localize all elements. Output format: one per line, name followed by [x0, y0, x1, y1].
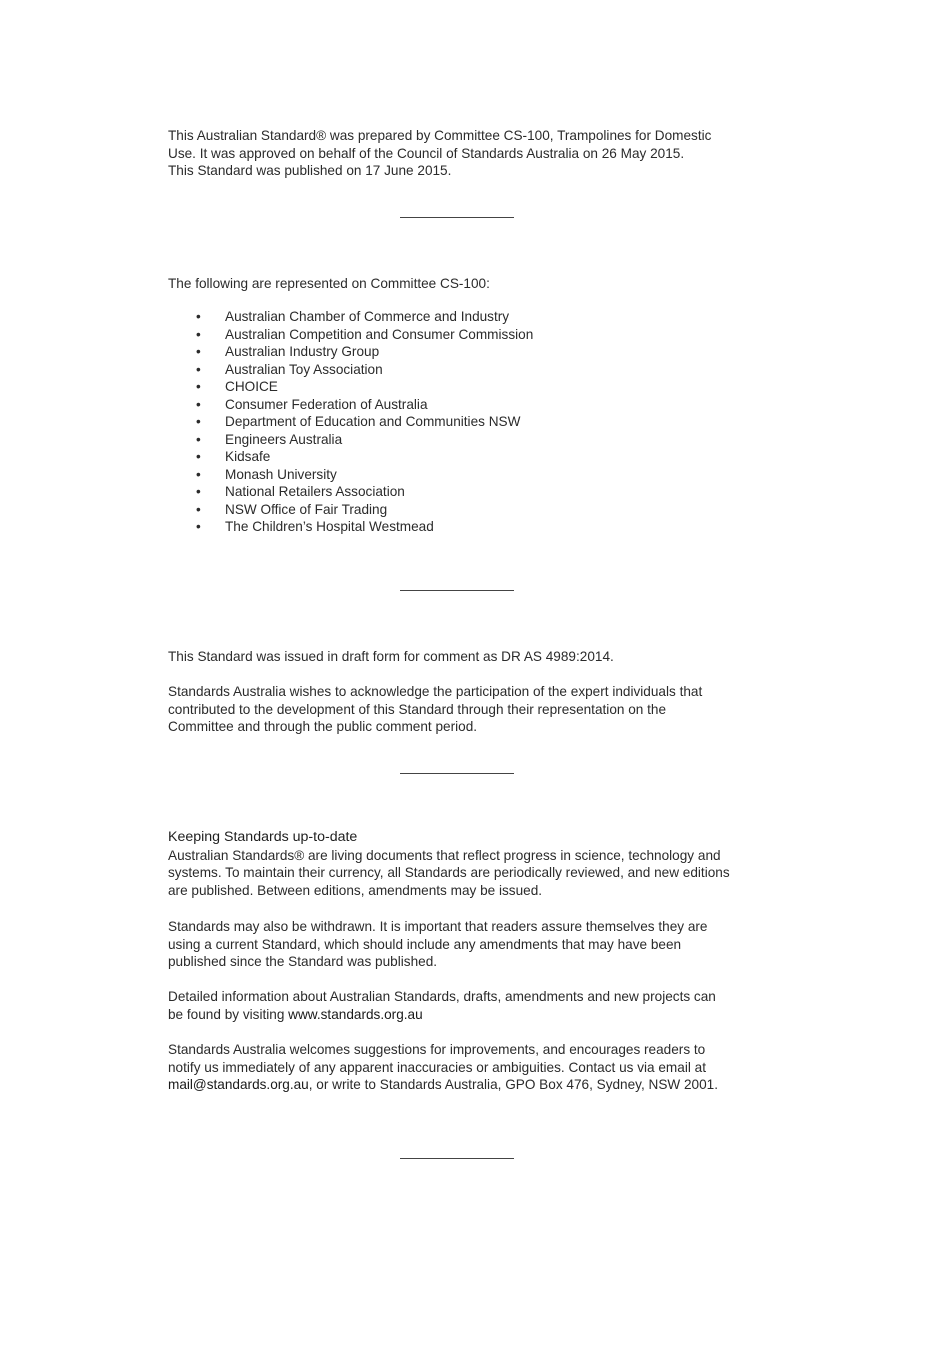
bullet-icon: •: [196, 484, 201, 499]
withdrawn-paragraph: [168, 918, 758, 971]
list-item: • Australian Competition and Consumer Commission: [196, 326, 534, 342]
list-item: • The Children’s Hospital Westmead: [196, 519, 434, 534]
up-to-date-section: [168, 829, 758, 899]
ack-line-2: contributed to the development of this Standard through their representation on the: [168, 701, 667, 717]
p2-line-3: published since the Standard was published.: [168, 954, 438, 969]
list-item: • Department of Education and Communities NSW: [196, 414, 521, 429]
bullet-icon: •: [196, 431, 201, 447]
p1-line-1: Australian Standards® are living documents that reflect progress in science, technology and: [168, 847, 721, 863]
bullet-icon: •: [196, 361, 201, 377]
draft-issued-text: This Standard was issued in draft form for comment as DR AS 4989:2014.: [168, 649, 614, 664]
p3-line-2: be found by visiting www.standards.org.au: [168, 1006, 423, 1022]
prepared-line-1: This Australian Standard® was prepared by Committee CS-100, Trampolines for Domestic: [168, 128, 712, 143]
prepared-line-3: This Standard was published on 17 June 2015.: [168, 163, 452, 178]
bullet-icon: •: [196, 519, 201, 534]
list-item: • Australian Chamber of Commerce and Industry: [196, 309, 510, 324]
section-divider: [400, 1158, 514, 1159]
prepared-by-paragraph: [168, 127, 758, 180]
ack-line-1: Standards Australia wishes to acknowledge the participation of the expert individuals that: [168, 684, 703, 699]
website-link[interactable]: www.standards.org.au: [288, 1006, 423, 1022]
p1-line-2: systems. To maintain their currency, all Standards are periodically reviewed, and new editions: [168, 865, 730, 880]
section-heading: Keeping Standards up-to-date: [168, 829, 358, 845]
bullet-icon: •: [196, 379, 201, 394]
committee-member-list: [196, 308, 533, 536]
bullet-icon: •: [196, 396, 201, 412]
list-item: • Australian Toy Association: [196, 361, 383, 377]
p2-line-1: Standards may also be withdrawn. It is important that readers assure themselves they are: [168, 919, 708, 934]
bullet-icon: •: [196, 414, 201, 429]
p4-line-1: Standards Australia welcomes suggestions for improvements, and encourages readers to: [168, 1042, 706, 1057]
list-item: • Monash University: [196, 466, 337, 482]
bullet-icon: •: [196, 449, 201, 464]
prepared-line-2: Use. It was approved on behalf of the Council of Standards Australia on 26 May 2015.: [168, 145, 685, 161]
bullet-icon: •: [196, 466, 201, 482]
email-link[interactable]: mail@standards.org.au: [168, 1077, 309, 1092]
contact-paragraph: [168, 1041, 758, 1094]
committee-intro: [168, 275, 758, 293]
list-item: • Engineers Australia: [196, 431, 343, 447]
bullet-icon: •: [196, 309, 201, 324]
list-item: • Consumer Federation of Australia: [196, 396, 428, 412]
p4-line-2: notify us immediately of any apparent inaccuracies or ambiguities. Contact us via email at: [168, 1059, 706, 1075]
list-item: • National Retailers Association: [196, 484, 405, 499]
list-item: • CHOICE: [196, 379, 278, 394]
acknowledgement-paragraph: [168, 683, 758, 736]
section-divider: [400, 217, 514, 218]
p4-line-3: mail@standards.org.au, or write to Standards Australia, GPO Box 476, Sydney, NSW 2001.: [168, 1077, 719, 1092]
p1-line-3: are published. Between editions, amendments may be issued.: [168, 882, 543, 898]
list-item: • NSW Office of Fair Trading: [196, 501, 388, 517]
list-item: • Kidsafe: [196, 449, 271, 464]
p3-line-1: Detailed information about Australian Standards, drafts, amendments and new projects can: [168, 989, 716, 1004]
section-divider: [400, 590, 514, 591]
bullet-icon: •: [196, 501, 201, 517]
bullet-icon: •: [196, 344, 201, 359]
draft-issued-paragraph: [168, 648, 758, 666]
list-item: • Australian Industry Group: [196, 344, 380, 359]
p2-line-2: using a current Standard, which should include any amendments that may have been: [168, 936, 682, 952]
section-divider: [400, 773, 514, 774]
ack-line-3: Committee and through the public comment period.: [168, 719, 478, 734]
committee-intro-text: The following are represented on Committee CS-100:: [168, 276, 490, 291]
bullet-icon: •: [196, 326, 201, 342]
information-paragraph: [168, 988, 758, 1023]
